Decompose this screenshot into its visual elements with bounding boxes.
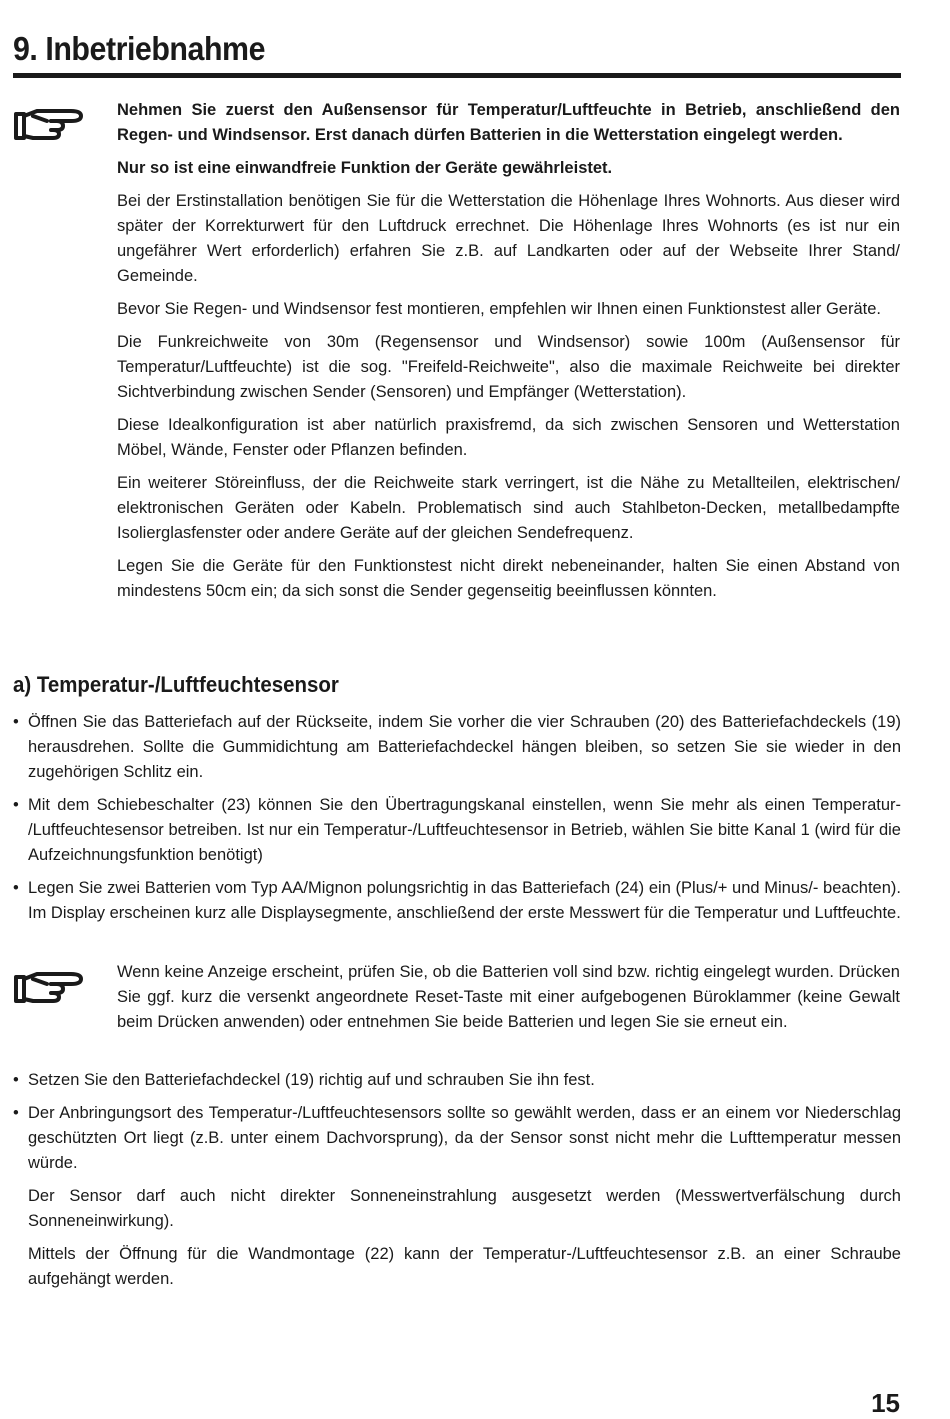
intro-note	[117, 98, 900, 612]
list-item-continuation: Der Sensor darf auch nicht direkter Sonneneinstrahlung ausgesetzt werden (Messwertverfälschung durch Sonneneinwirkung).	[28, 1187, 901, 1230]
bullet-glyph: •	[13, 713, 19, 731]
note-text: Wenn keine Anzeige erscheint, prüfen Sie, ob die Batterien voll sind bzw. richtig eingelegt wurden. Drücken Sie ggf. kurz die versenkt angeordnete Reset-Taste mit einer aufgebogenen Büroklammer (keine Gewalt beim Drücken anwenden) oder entnehmen Sie beide Batterien und legen Sie sie erneut ein.	[117, 963, 900, 1031]
list-item	[13, 1068, 901, 1093]
pointing-hand-icon	[13, 104, 85, 144]
note-bold-1: Nehmen Sie zuerst den Außensensor für Temperatur/Luftfeuchte in Betrieb, anschließend den Regen- und Windsensor. Erst danach dürfen Batterien in die Wetterstation eingelegt werden.	[117, 101, 900, 144]
pointing-hand-icon	[13, 967, 85, 1007]
paragraph: Die Funkreichweite von 30m (Regensensor und Windsensor) sowie 100m (Außensensor für Temperatur/Luftfeuchte) ist die sog. "Freifeld-Reichweite", also die maximale Reichweite bei direkter Sichtverbindung zwischen Sender (Sensoren) und Empfänger (Wetterstation).	[117, 333, 900, 401]
paragraph: Legen Sie die Geräte für den Funktionstest nicht direkt nebeneinander, halten Sie einen Abstand von mindestens 50cm ein; da sich sonst die Sender gegenseitig beeinflussen könnten.	[117, 557, 900, 600]
list-item	[13, 710, 901, 785]
section-title: a) Temperatur-/Luftfeuchtesensor	[13, 672, 339, 697]
list-item-text: Öffnen Sie das Batteriefach auf der Rückseite, indem Sie vorher die vier Schrauben (20) des Batteriefachdeckels (19) herausdrehen. Sollte die Gummidichtung am Batteriefachdeckel hängen bleiben, so setzen Sie sie wieder in den zugehörigen Schlitz ein.	[28, 713, 901, 781]
page-number: 15	[871, 1388, 900, 1418]
list-item-text: Setzen Sie den Batteriefachdeckel (19) richtig auf und schrauben Sie ihn fest.	[28, 1071, 595, 1089]
reset-note	[117, 960, 900, 1043]
heading-rule	[13, 73, 901, 78]
bullet-glyph: •	[13, 879, 19, 897]
paragraph: Ein weiterer Störeinfluss, der die Reichweite stark verringert, ist die Nähe zu Metallteilen, elektrischen/ elektronischen Geräten oder Kabeln. Problematisch sind auch Stahlbeton-Decken, metallbedampfte Isolierglasfenster oder andere Geräte auf der gleichen Sendefrequenz.	[117, 474, 900, 542]
bullet-list	[13, 1068, 901, 1300]
list-item-continuation: Mittels der Öffnung für die Wandmontage (22) kann der Temperatur-/Luftfeuchtesensor z.B. an einer Schraube aufgehängt werden.	[28, 1245, 901, 1288]
list-item	[13, 1101, 901, 1176]
paragraph: Diese Idealkonfiguration ist aber natürlich praxisfremd, da sich zwischen Sensoren und Wetterstation Möbel, Wände, Fenster oder Pflanzen befinden.	[117, 416, 900, 459]
bullet-list	[13, 710, 901, 934]
bullet-glyph: •	[13, 1104, 19, 1122]
paragraph: Bevor Sie Regen- und Windsensor fest montieren, empfehlen wir Ihnen einen Funktionstest aller Geräte.	[117, 300, 881, 318]
list-item-text: Der Anbringungsort des Temperatur-/Luftfeuchtesensors sollte so gewählt werden, dass er an einem vor Niederschlag geschützten Ort liegt (z.B. unter einem Dachvorsprung), da der Sensor sonst nicht mehr die Lufttemperatur messen würde.	[28, 1104, 901, 1172]
list-item	[13, 876, 901, 926]
bullet-glyph: •	[13, 1071, 19, 1089]
list-item-text: Legen Sie zwei Batterien vom Typ AA/Mignon polungsrichtig in das Batteriefach (24) ein (Plus/+ und Minus/- beachten). Im Display erscheinen kurz alle Displaysegmente, anschließend der erste Messwert für die Temperatur und Luftfeuchte.	[28, 879, 901, 922]
note-bold-2: Nur so ist eine einwandfreie Funktion der Geräte gewährleistet.	[117, 159, 613, 177]
bullet-glyph: •	[13, 796, 19, 814]
list-item-text: Mit dem Schiebeschalter (23) können Sie den Übertragungskanal einstellen, wenn Sie mehr als einen Temperatur- /Luftfeuchtesensor betreiben. Ist nur ein Temperatur-/Luftfeuchtesensor in Betrieb, wählen Sie bitte Kanal 1 (wird für die Aufzeichnungsfunktion benötigt)	[28, 796, 901, 864]
page-title: 9. Inbetriebnahme	[13, 30, 265, 67]
paragraph: Bei der Erstinstallation benötigen Sie für die Wetterstation die Höhenlage Ihres Wohnorts. Aus dieser wird später der Korrekturwert für den Luftdruck errechnet. Die Höhenlage Ihres Wohnorts (es ist nur ein ungefährer Wert erforderlich) erfahren Sie z.B. auf Landkarten oder auf der Webseite Ihrer Stand/ Gemeinde.	[117, 192, 900, 285]
list-item	[13, 793, 901, 868]
